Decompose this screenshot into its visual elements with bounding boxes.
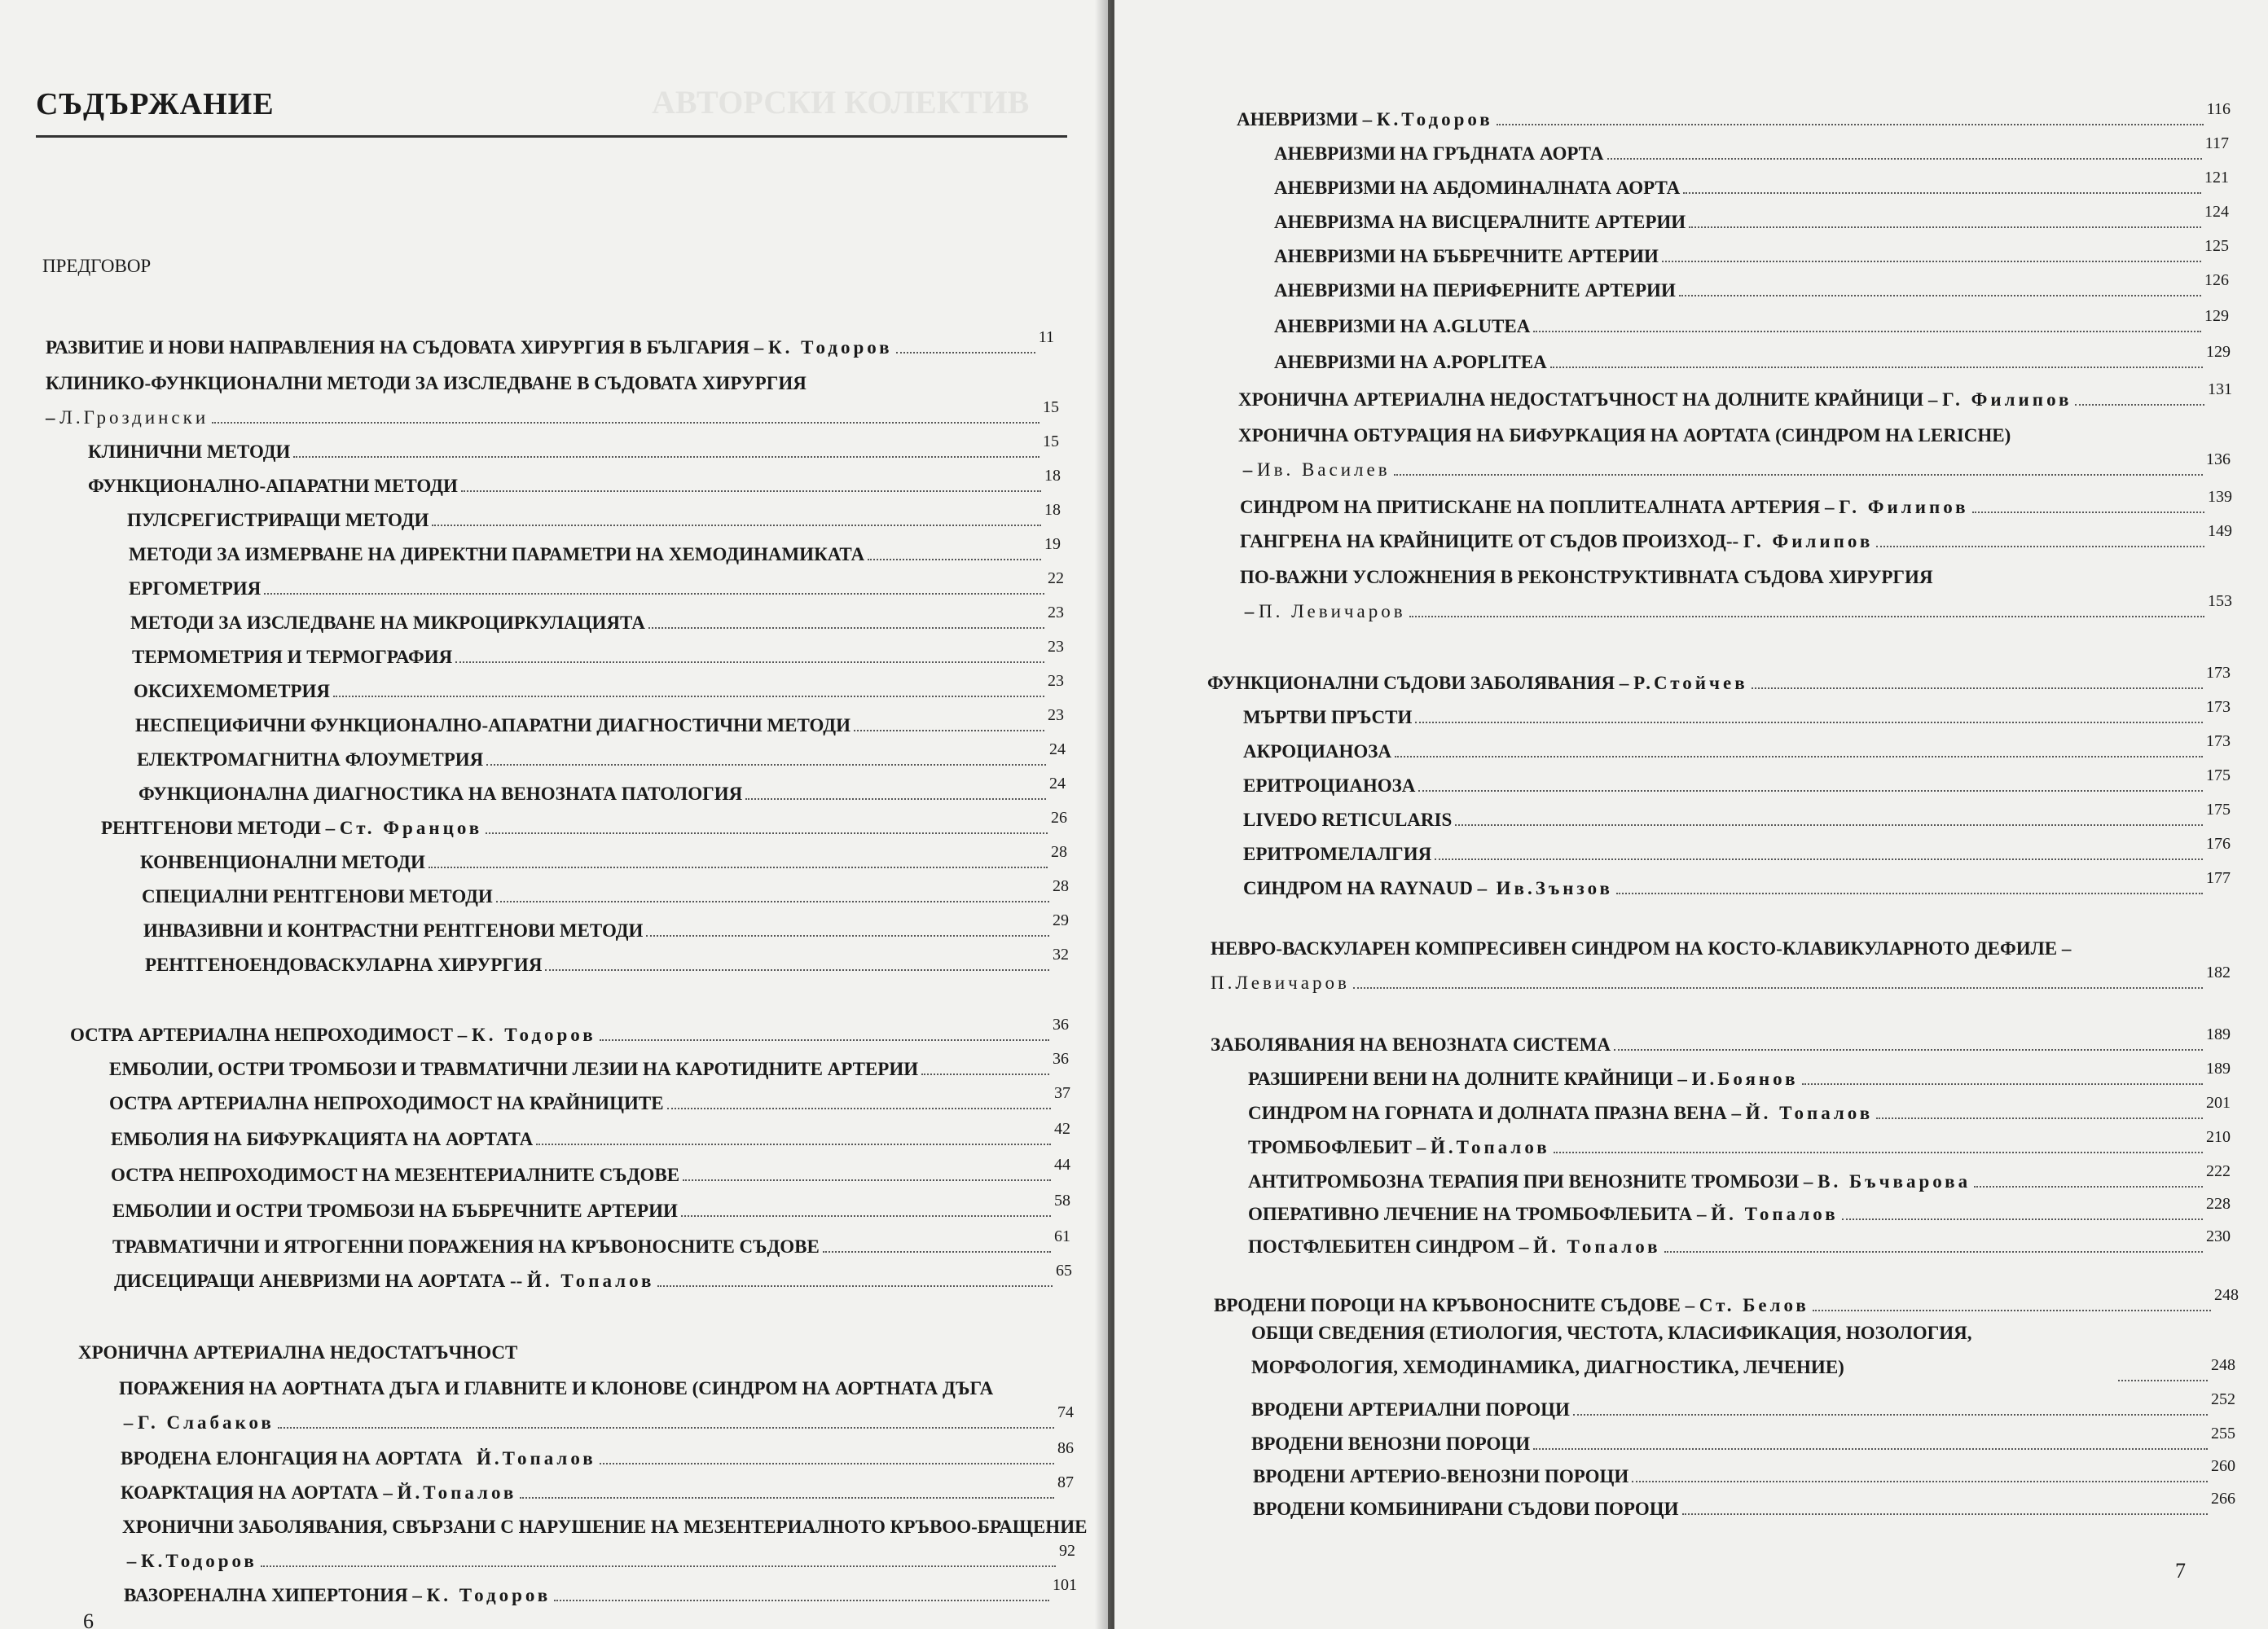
- entry-title: ЕЛЕКТРОМАГНИТНА ФЛОУМЕТРИЯ: [137, 749, 484, 770]
- entry-title: ОСТРА АРТЕРИАЛНА НЕПРОХОДИМОСТ: [70, 1025, 454, 1045]
- entry-title: ХРОНИЧНИ ЗАБОЛЯВАНИЯ, СВЪРЗАНИ С НАРУШЕНИЕ НА МЕЗЕНТЕРИАЛНОТО КРЪВОО-БРАЩЕНИЕ: [122, 1517, 1088, 1537]
- entry-page: 260: [2211, 1457, 2235, 1475]
- toc-entry: [111, 1116, 1070, 1148]
- entry-title: ВРОДЕНИ КОМБИНИРАНИ СЪДОВИ ПОРОЦИ: [1253, 1499, 1679, 1519]
- entry-page: 101: [1053, 1576, 1077, 1594]
- toc-entry: [1253, 1453, 2235, 1486]
- entry-page: 22: [1048, 569, 1064, 587]
- toc-entry: [145, 942, 1069, 974]
- toc-entry: [127, 497, 1061, 529]
- toc-entry: СИНДРОМ НА RAYNAUD – Ив.Зънзов 177: [1243, 869, 2231, 898]
- toc-entry: КЛИНИКО-ФУНКЦИОНАЛНИ МЕТОДИ ЗА ИЗСЛЕДВАНЕ В СЪДОВАТА ХИРУРГИЯ – Л.Гроздински 15: [46, 373, 1059, 428]
- entry-page: 23: [1048, 672, 1064, 690]
- toc-entry: РАЗШИРЕНИ ВЕНИ НА ДОЛНИТЕ КРАЙНИЦИ – И.Боянов 189: [1248, 1060, 2231, 1089]
- entry-page: 255: [2211, 1425, 2235, 1442]
- entry-page: 189: [2206, 1025, 2231, 1043]
- entry-page: 116: [2206, 100, 2231, 118]
- toc-entry: ДИСЕЦИРАЩИ АНЕВРИЗМИ НА АОРТАТА -- Й. Топалов 65: [114, 1262, 1072, 1291]
- toc-entry: [1251, 1323, 2235, 1385]
- entry-page: 266: [2211, 1490, 2235, 1508]
- entry-author: Й. Топалов: [1711, 1204, 1839, 1224]
- entry-title: НЕВРО-ВАСКУЛАРЕН КОМПРЕСИВЕН СИНДРОМ НА КОСТО-КЛАВИКУЛАРНОТО ДЕФИЛЕ: [1211, 938, 2058, 959]
- entry-page: 15: [1043, 432, 1059, 450]
- entry-page: 18: [1044, 467, 1061, 485]
- entry-page: 189: [2206, 1060, 2231, 1078]
- entry-title: НЕСПЕЦИФИЧНИ ФУНКЦИОНАЛНО-АПАРАТНИ ДИАГНОСТИЧНИ МЕТОДИ: [135, 715, 851, 735]
- entry-page: 177: [2206, 869, 2231, 887]
- entry-page: 36: [1053, 1050, 1069, 1068]
- entry-author: Й.Топалов: [397, 1482, 517, 1503]
- entry-page: 175: [2206, 801, 2231, 819]
- entry-page: 28: [1051, 843, 1067, 861]
- entry-author: П.Левичаров: [1211, 973, 1350, 993]
- entry-page: 131: [2208, 380, 2232, 398]
- entry-page: 173: [2206, 732, 2231, 750]
- entry-author: Ст. Францов: [339, 818, 483, 838]
- entry-title: КЛИНИКО-ФУНКЦИОНАЛНИ МЕТОДИ ЗА ИЗСЛЕДВАНЕ В СЪДОВАТА ХИРУРГИЯ: [46, 373, 807, 393]
- toc-entry: [135, 702, 1064, 735]
- toc-entry: ОСТРА АРТЕРИАЛНА НЕПРОХОДИМОСТ – К. Тодоров 36: [70, 1016, 1069, 1045]
- toc-entry: [1274, 267, 2229, 300]
- entry-page: 124: [2204, 203, 2229, 221]
- entry-page: 65: [1056, 1262, 1072, 1280]
- toc-entry: [140, 839, 1067, 872]
- entry-page: 74: [1057, 1403, 1074, 1421]
- entry-page: 129: [2204, 307, 2229, 325]
- entry-title: ЕМБОЛИИ, ОСТРИ ТРОМБОЗИ И ТРАВМАТИЧНИ ЛЕЗИИ НА КАРОТИДНИТЕ АРТЕРИИ: [109, 1059, 919, 1079]
- toc-entry: ПОСТФЛЕБИТЕН СИНДРОМ – Й. Топалов 230: [1248, 1227, 2231, 1257]
- entry-page: 182: [2206, 964, 2231, 981]
- toc-entry: [142, 873, 1069, 906]
- toc-entry: [78, 1329, 730, 1362]
- entry-title: РАЗШИРЕНИ ВЕНИ НА ДОЛНИТЕ КРАЙНИЦИ: [1248, 1069, 1673, 1089]
- entry-page: 121: [2204, 169, 2229, 187]
- entry-page: 23: [1048, 638, 1064, 656]
- entry-title: КОАРКТАЦИЯ НА АОРТАТА: [121, 1482, 379, 1503]
- entry-title: ОПЕРАТИВНО ЛЕЧЕНИЕ НА ТРОМБОФЛЕБИТА: [1248, 1204, 1693, 1224]
- entry-title: ЕМБОЛИИ И ОСТРИ ТРОМБОЗИ НА БЪБРЕЧНИТЕ АРТЕРИИ: [112, 1201, 678, 1221]
- entry-page: 136: [2206, 450, 2231, 468]
- entry-title: ЕРГОМЕТРИЯ: [129, 578, 262, 599]
- entry-title: ИНВАЗИВНИ И КОНТРАСТНИ РЕНТГЕНОВИ МЕТОДИ: [143, 920, 644, 941]
- entry-author: Й.Топалов: [477, 1448, 596, 1469]
- toc-entry: ГАНГРЕНА НА КРАЙНИЦИТЕ ОТ СЪДОВ ПРОИЗХОД -- Г. Филипов 149: [1240, 522, 2232, 551]
- entry-page: 15: [1043, 398, 1059, 416]
- toc-entry: [138, 771, 1066, 803]
- entry-title: АНЕВРИЗМИ НА ГРЪДНАТА АОРТА: [1274, 143, 1604, 164]
- entry-title: АНЕВРИЗМА НА ВИСЦЕРАЛНИТЕ АРТЕРИИ: [1274, 212, 1686, 232]
- entry-title: АНЕВРИЗМИ НА АБДОМИНАЛНАТА АОРТА: [1274, 178, 1681, 198]
- entry-author: К.Тодоров: [1376, 109, 1493, 130]
- entry-title: МЪРТВИ ПРЪСТИ: [1243, 707, 1413, 727]
- toc-entry: [134, 668, 1064, 700]
- entry-page: 23: [1048, 604, 1064, 621]
- entry-title: СИНДРОМ НА RAYNAUD: [1243, 878, 1473, 898]
- toc-entry: [1274, 233, 2229, 266]
- entry-title: МЕТОДИ ЗА ИЗМЕРВАНЕ НА ДИРЕКТНИ ПАРАМЕТРИ НА ХЕМОДИНАМИКАТА: [129, 544, 865, 564]
- entry-author: Г. Филипов: [1743, 531, 1874, 551]
- toc-entry: [88, 463, 1061, 495]
- entry-page: 126: [2204, 271, 2229, 289]
- entry-author: К.Тодоров: [141, 1551, 257, 1571]
- entry-page: 87: [1057, 1473, 1074, 1491]
- entry-title: АНЕВРИЗМИ НА ПЕРИФЕРНИТЕ АРТЕРИИ: [1274, 280, 1676, 301]
- left-page: [0, 0, 1108, 1629]
- entry-title: ТРОМБОФЛЕБИТ: [1248, 1137, 1413, 1157]
- entry-page: 61: [1054, 1227, 1070, 1245]
- entry-page: 210: [2206, 1128, 2231, 1146]
- entry-title: ХРОНИЧНА АРТЕРИАЛНА НЕДОСТАТЪЧНОСТ: [78, 1342, 518, 1363]
- entry-page: 252: [2211, 1390, 2235, 1408]
- ghost-heading: АВТОРСКИ КОЛЕКТИВ: [652, 84, 1030, 121]
- entry-title: АНЕВРИЗМИ: [1237, 109, 1358, 130]
- toc-entry: ХРОНИЧНА ОБТУРАЦИЯ НА БИФУРКАЦИЯ НА АОРТАТА (СИНДРОМ НА LERICHE) – Ив. Василев 136: [1238, 425, 2231, 480]
- entry-title: КЛИНИЧНИ МЕТОДИ: [88, 441, 291, 462]
- toc-entry: [121, 1435, 1074, 1468]
- entry-page: 117: [2204, 134, 2229, 152]
- entry-page: 92: [1059, 1542, 1075, 1560]
- entry-page: 248: [2214, 1286, 2239, 1304]
- entry-title: ТРАВМАТИЧНИ И ЯТРОГЕННИ ПОРАЖЕНИЯ НА КРЪВОНОСНИТЕ СЪДОВЕ: [112, 1236, 820, 1257]
- toc-entry: ВАЗОРЕНАЛНА ХИПЕРТОНИЯ – К. Тодоров 101: [124, 1576, 1077, 1605]
- entry-author: Й. Топалов: [1745, 1103, 1874, 1123]
- entry-title: АНЕВРИЗМИ НА БЪБРЕЧНИТЕ АРТЕРИИ: [1274, 246, 1659, 266]
- entry-title: ФУНКЦИОНАЛНА ДИАГНОСТИКА НА ВЕНОЗНАТА ПАТОЛОГИЯ: [138, 784, 743, 804]
- entry-page: 86: [1057, 1439, 1074, 1457]
- toc-entry: ХРОНИЧНИ ЗАБОЛЯВАНИЯ, СВЪРЗАНИ С НАРУШЕНИЕ НА МЕЗЕНТЕРИАЛНОТО КРЪВОО-БРАЩЕНИЕ – К.Тодоров 92: [122, 1517, 1088, 1571]
- entry-page: 230: [2206, 1227, 2231, 1245]
- entry-author: Г. Филипов: [1942, 389, 2072, 410]
- entry-title: СИНДРОМ НА ГОРНАТА И ДОЛНАТА ПРАЗНА ВЕНА: [1248, 1103, 1727, 1123]
- entry-title: ГАНГРЕНА НА КРАЙНИЦИТЕ ОТ СЪДОВ ПРОИЗХОД: [1240, 531, 1726, 551]
- entry-title: ФУНКЦИОНАЛНО-АПАРАТНИ МЕТОДИ: [88, 476, 458, 496]
- entry-author: Й.Топалов: [1431, 1137, 1550, 1157]
- entry-title: МЕТОДИ ЗА ИЗСЛЕДВАНЕ НА МИКРОЦИРКУЛАЦИЯТА: [130, 613, 645, 633]
- entry-author: К. Тодоров: [426, 1585, 552, 1605]
- entry-page: 28: [1053, 877, 1069, 895]
- entry-title: ОКСИХЕМОМЕТРИЯ: [134, 681, 330, 701]
- entry-page: 58: [1054, 1192, 1070, 1210]
- right-page: [1114, 0, 2268, 1629]
- entry-title: СИНДРОМ НА ПРИТИСКАНЕ НА ПОПЛИТЕАЛНАТА АРТЕРИЯ: [1240, 497, 1821, 517]
- entry-author: Й. Топалов: [1533, 1236, 1661, 1257]
- entry-author: Й. Топалов: [527, 1271, 655, 1291]
- entry-title: ВРОДЕНИ АРТЕРИАЛНИ ПОРОЦИ: [1251, 1399, 1570, 1420]
- toc-entry: [1274, 199, 2229, 231]
- toc-entry: АНТИТРОМБОЗНА ТЕРАПИЯ ПРИ ВЕНОЗНИТЕ ТРОМБОЗИ – В. Бъчварова 222: [1248, 1162, 2231, 1192]
- toc-entry: [1243, 762, 2231, 795]
- entry-author: Ив.Зънзов: [1496, 878, 1613, 898]
- toc-entry: [109, 1080, 1070, 1113]
- toc-entry: [109, 1046, 1069, 1078]
- entry-page: 36: [1053, 1016, 1069, 1034]
- entry-author: Г. Филипов: [1839, 497, 1969, 517]
- entry-author: Ст. Белов: [1699, 1295, 1809, 1315]
- toc-entry: [1243, 728, 2231, 761]
- entry-page: 153: [2208, 592, 2232, 610]
- entry-page: 149: [2208, 522, 2232, 540]
- toc-entry: [1253, 1486, 2235, 1518]
- entry-title: АНТИТРОМБОЗНА ТЕРАПИЯ ПРИ ВЕНОЗНИТЕ ТРОМБОЗИ: [1248, 1171, 1800, 1192]
- entry-title: АКРОЦИАНОЗА: [1243, 741, 1392, 762]
- toc-entry: [1251, 1386, 2235, 1419]
- entry-title: ЗАБОЛЯВАНИЯ НА ВЕНОЗНАТА СИСТЕМА: [1211, 1034, 1611, 1055]
- entry-author: К. Тодоров: [768, 337, 893, 358]
- title-rule: [36, 135, 1067, 138]
- toc-entry: [132, 634, 1064, 666]
- entry-page: 18: [1044, 501, 1061, 519]
- entry-title: ОСТРА АРТЕРИАЛНА НЕПРОХОДИМОСТ НА КРАЙНИЦИТЕ: [109, 1093, 664, 1113]
- entry-title: ХРОНИЧНА АРТЕРИАЛНА НЕДОСТАТЪЧНОСТ НА ДОЛНИТЕ КРАЙНИЦИ: [1238, 389, 1924, 410]
- toc-entry: АНЕВРИЗМИ – К.Тодоров 116: [1237, 100, 2231, 130]
- entry-title: ЕРИТРОМЕЛАЛГИЯ: [1243, 844, 1432, 864]
- entry-title: АНЕВРИЗМИ НА A.GLUTEA: [1274, 316, 1531, 336]
- toc-entry: ФУНКЦИОНАЛНИ СЪДОВИ ЗАБОЛЯВАНИЯ – Р.Стойчев 173: [1207, 664, 2231, 693]
- toc-entry: [42, 243, 287, 275]
- toc-entry: ПОРАЖЕНИЯ НА АОРТНАТА ДЪГА И ГЛАВНИТЕ И КЛОНОВЕ (СИНДРОМ НА АОРТНАТА ДЪГА – Г. Слабаков 74: [119, 1378, 1074, 1433]
- entry-page: 24: [1049, 740, 1066, 758]
- entry-title: КОНВЕНЦИОНАЛНИ МЕТОДИ: [140, 852, 425, 872]
- entry-page: 23: [1048, 706, 1064, 724]
- entry-page: 173: [2206, 698, 2231, 716]
- entry-title: ПОСТФЛЕБИТЕН СИНДРОМ: [1248, 1236, 1515, 1257]
- toc-entry: [1243, 797, 2231, 829]
- toc-entry: [143, 907, 1069, 940]
- entry-author: Ив. Василев: [1257, 459, 1391, 480]
- entry-title: ОСТРА НЕПРОХОДИМОСТ НА МЕЗЕНТЕРИАЛНИТЕ СЪДОВЕ: [111, 1165, 680, 1185]
- entry-title: ВРОДЕНИ ВЕНОЗНИ ПОРОЦИ: [1251, 1434, 1531, 1454]
- toc-entry: ПО-ВАЖНИ УСЛОЖНЕНИЯ В РЕКОНСТРУКТИВНАТА СЪДОВА ХИРУРГИЯ – П. Левичаров 153: [1240, 567, 2232, 621]
- toc-entry: РАЗВИТИЕ И НОВИ НАПРАВЛЕНИЯ НА СЪДОВАТА ХИРУРГИЯ В БЪЛГАРИЯ – К. Тодоров 11: [46, 328, 1054, 358]
- entry-page: 44: [1054, 1156, 1070, 1174]
- toc-entry: [111, 1152, 1070, 1184]
- entry-title: ВРОДЕНА ЕЛОНГАЦИЯ НА АОРТАТА: [121, 1448, 463, 1469]
- entry-author: Л.Гроздински: [59, 407, 209, 428]
- entry-title: ВРОДЕНИ АРТЕРИО-ВЕНОЗНИ ПОРОЦИ: [1253, 1466, 1629, 1486]
- entry-page: 26: [1051, 809, 1067, 827]
- toc-entry: СИНДРОМ НА ГОРНАТА И ДОЛНАТА ПРАЗНА ВЕНА – Й. Топалов 201: [1248, 1094, 2231, 1123]
- entry-page: 11: [1038, 328, 1054, 346]
- entry-page: 173: [2206, 664, 2231, 682]
- entry-page: 19: [1044, 535, 1061, 553]
- entry-page: 129: [2206, 343, 2231, 361]
- entry-page: 32: [1053, 946, 1069, 964]
- toc-entry: [1274, 165, 2229, 197]
- entry-page: 201: [2206, 1094, 2231, 1112]
- entry-title: LIVEDO RETICULARIS: [1243, 810, 1453, 830]
- entry-author: Р.Стойчев: [1633, 673, 1748, 693]
- toc-entry: [1243, 831, 2231, 863]
- toc-entry: [1243, 694, 2231, 727]
- toc-entry: [88, 428, 1059, 461]
- toc-entry: [1274, 130, 2229, 163]
- entry-page: 175: [2206, 766, 2231, 784]
- toc-entry: ТРОМБОФЛЕБИТ – Й.Топалов 210: [1248, 1128, 2231, 1157]
- entry-page: 29: [1053, 911, 1069, 929]
- entry-title: ТЕРМОМЕТРИЯ И ТЕРМОГРАФИЯ: [132, 647, 453, 667]
- entry-title: ВАЗОРЕНАЛНА ХИПЕРТОНИЯ: [124, 1585, 408, 1605]
- toc-entry: [1251, 1420, 2235, 1453]
- page-number: 7: [2175, 1559, 2186, 1583]
- entry-title: ВРОДЕНИ ПОРОЦИ НА КРЪВОНОСНИТЕ СЪДОВЕ: [1214, 1295, 1681, 1315]
- toc-entry: [1274, 339, 2231, 371]
- entry-page: 37: [1054, 1084, 1070, 1102]
- entry-author: В. Бъчварова: [1817, 1171, 1971, 1192]
- toc-entry: КОАРКТАЦИЯ НА АОРТАТА – Й.Топалов 87: [121, 1473, 1074, 1503]
- page-number: 6: [83, 1609, 94, 1629]
- entry-title: ПРЕДГОВОР: [42, 256, 152, 276]
- entry-title: РЕНТГЕНОЕНДОВАСКУЛАРНА ХИРУРГИЯ: [145, 955, 543, 975]
- entry-author: К. Тодоров: [472, 1025, 596, 1045]
- toc-entry: [130, 599, 1064, 632]
- entry-title: СПЕЦИАЛНИ РЕНТГЕНОВИ МЕТОДИ: [142, 886, 493, 907]
- entry-page: 125: [2204, 237, 2229, 255]
- entry-title: РАЗВИТИЕ И НОВИ НАПРАВЛЕНИЯ НА СЪДОВАТА ХИРУРГИЯ В БЪЛГАРИЯ: [46, 337, 749, 358]
- toc-entry: ХРОНИЧНА АРТЕРИАЛНА НЕДОСТАТЪЧНОСТ НА ДОЛНИТЕ КРАЙНИЦИ – Г. Филипов 131: [1238, 380, 2232, 410]
- toc-entry: ВРОДЕНИ ПОРОЦИ НА КРЪВОНОСНИТЕ СЪДОВЕ – Ст. Белов 248: [1214, 1286, 2239, 1315]
- entry-title: ДИСЕЦИРАЩИ АНЕВРИЗМИ НА АОРТАТА: [114, 1271, 506, 1291]
- entry-page: 42: [1054, 1120, 1070, 1138]
- entry-title: ПОРАЖЕНИЯ НА АОРТНАТА ДЪГА И ГЛАВНИТЕ И КЛОНОВЕ (СИНДРОМ НА АОРТНАТА ДЪГА: [119, 1378, 994, 1398]
- toc-entry: [1211, 1021, 2231, 1054]
- toc-entry: РЕНТГЕНОВИ МЕТОДИ – Ст. Францов 26: [101, 809, 1067, 838]
- entry-title: ПУЛСРЕГИСТРИРАЩИ МЕТОДИ: [127, 510, 429, 530]
- entry-author: П. Левичаров: [1259, 601, 1406, 621]
- entry-title: ЕРИТРОЦИАНОЗА: [1243, 775, 1416, 796]
- toc-entry: [137, 736, 1066, 769]
- toc-entry: [1274, 303, 2229, 336]
- toc-entry: [112, 1223, 1070, 1256]
- entry-page: 139: [2208, 488, 2232, 506]
- toc-entry: [129, 531, 1061, 564]
- entry-title: ПО-ВАЖНИ УСЛОЖНЕНИЯ В РЕКОНСТРУКТИВНАТА СЪДОВА ХИРУРГИЯ: [1240, 567, 1933, 587]
- toc-entry: [129, 565, 1064, 598]
- entry-title: ХРОНИЧНА ОБТУРАЦИЯ НА БИФУРКАЦИЯ НА АОРТАТА (СИНДРОМ НА LERICHE): [1238, 425, 2011, 446]
- entry-author: Г. Слабаков: [138, 1412, 275, 1433]
- toc-entry: ОПЕРАТИВНО ЛЕЧЕНИЕ НА ТРОМБОФЛЕБИТА – Й. Топалов 228: [1248, 1195, 2231, 1224]
- toc-entry: НЕВРО-ВАСКУЛАРЕН КОМПРЕСИВЕН СИНДРОМ НА КОСТО-КЛАВИКУЛАРНОТО ДЕФИЛЕ – П.Левичаров 182: [1211, 938, 2231, 993]
- entry-title: ЕМБОЛИЯ НА БИФУРКАЦИЯТА НА АОРТАТА: [111, 1129, 534, 1149]
- entry-page: 222: [2206, 1162, 2231, 1180]
- entry-page: 176: [2206, 835, 2231, 853]
- entry-title: РЕНТГЕНОВИ МЕТОДИ: [101, 818, 321, 838]
- entry-author: И.Боянов: [1691, 1069, 1799, 1089]
- entry-page: 24: [1049, 775, 1066, 793]
- page-title: СЪДЪРЖАНИЕ: [36, 87, 275, 121]
- entry-page: 248: [2211, 1356, 2235, 1374]
- toc-entry: СИНДРОМ НА ПРИТИСКАНЕ НА ПОПЛИТЕАЛНАТА АРТЕРИЯ – Г. Филипов 139: [1240, 488, 2232, 517]
- entry-title: ФУНКЦИОНАЛНИ СЪДОВИ ЗАБОЛЯВАНИЯ: [1207, 673, 1615, 693]
- toc-entry: [112, 1188, 1070, 1220]
- entry-page: 228: [2206, 1195, 2231, 1213]
- entry-title: АНЕВРИЗМИ НА A.POPLITEA: [1274, 352, 1547, 372]
- entry-title: ОБЩИ СВЕДЕНИЯ (ЕТИОЛОГИЯ, ЧЕСТОТА, КЛАСИФИКАЦИЯ, НОЗОЛОГИЯ, МОРФОЛОГИЯ, ХЕМОДИНАМИКА, ДИАГНОСТИКА, ЛЕЧЕНИЕ): [1251, 1323, 1972, 1377]
